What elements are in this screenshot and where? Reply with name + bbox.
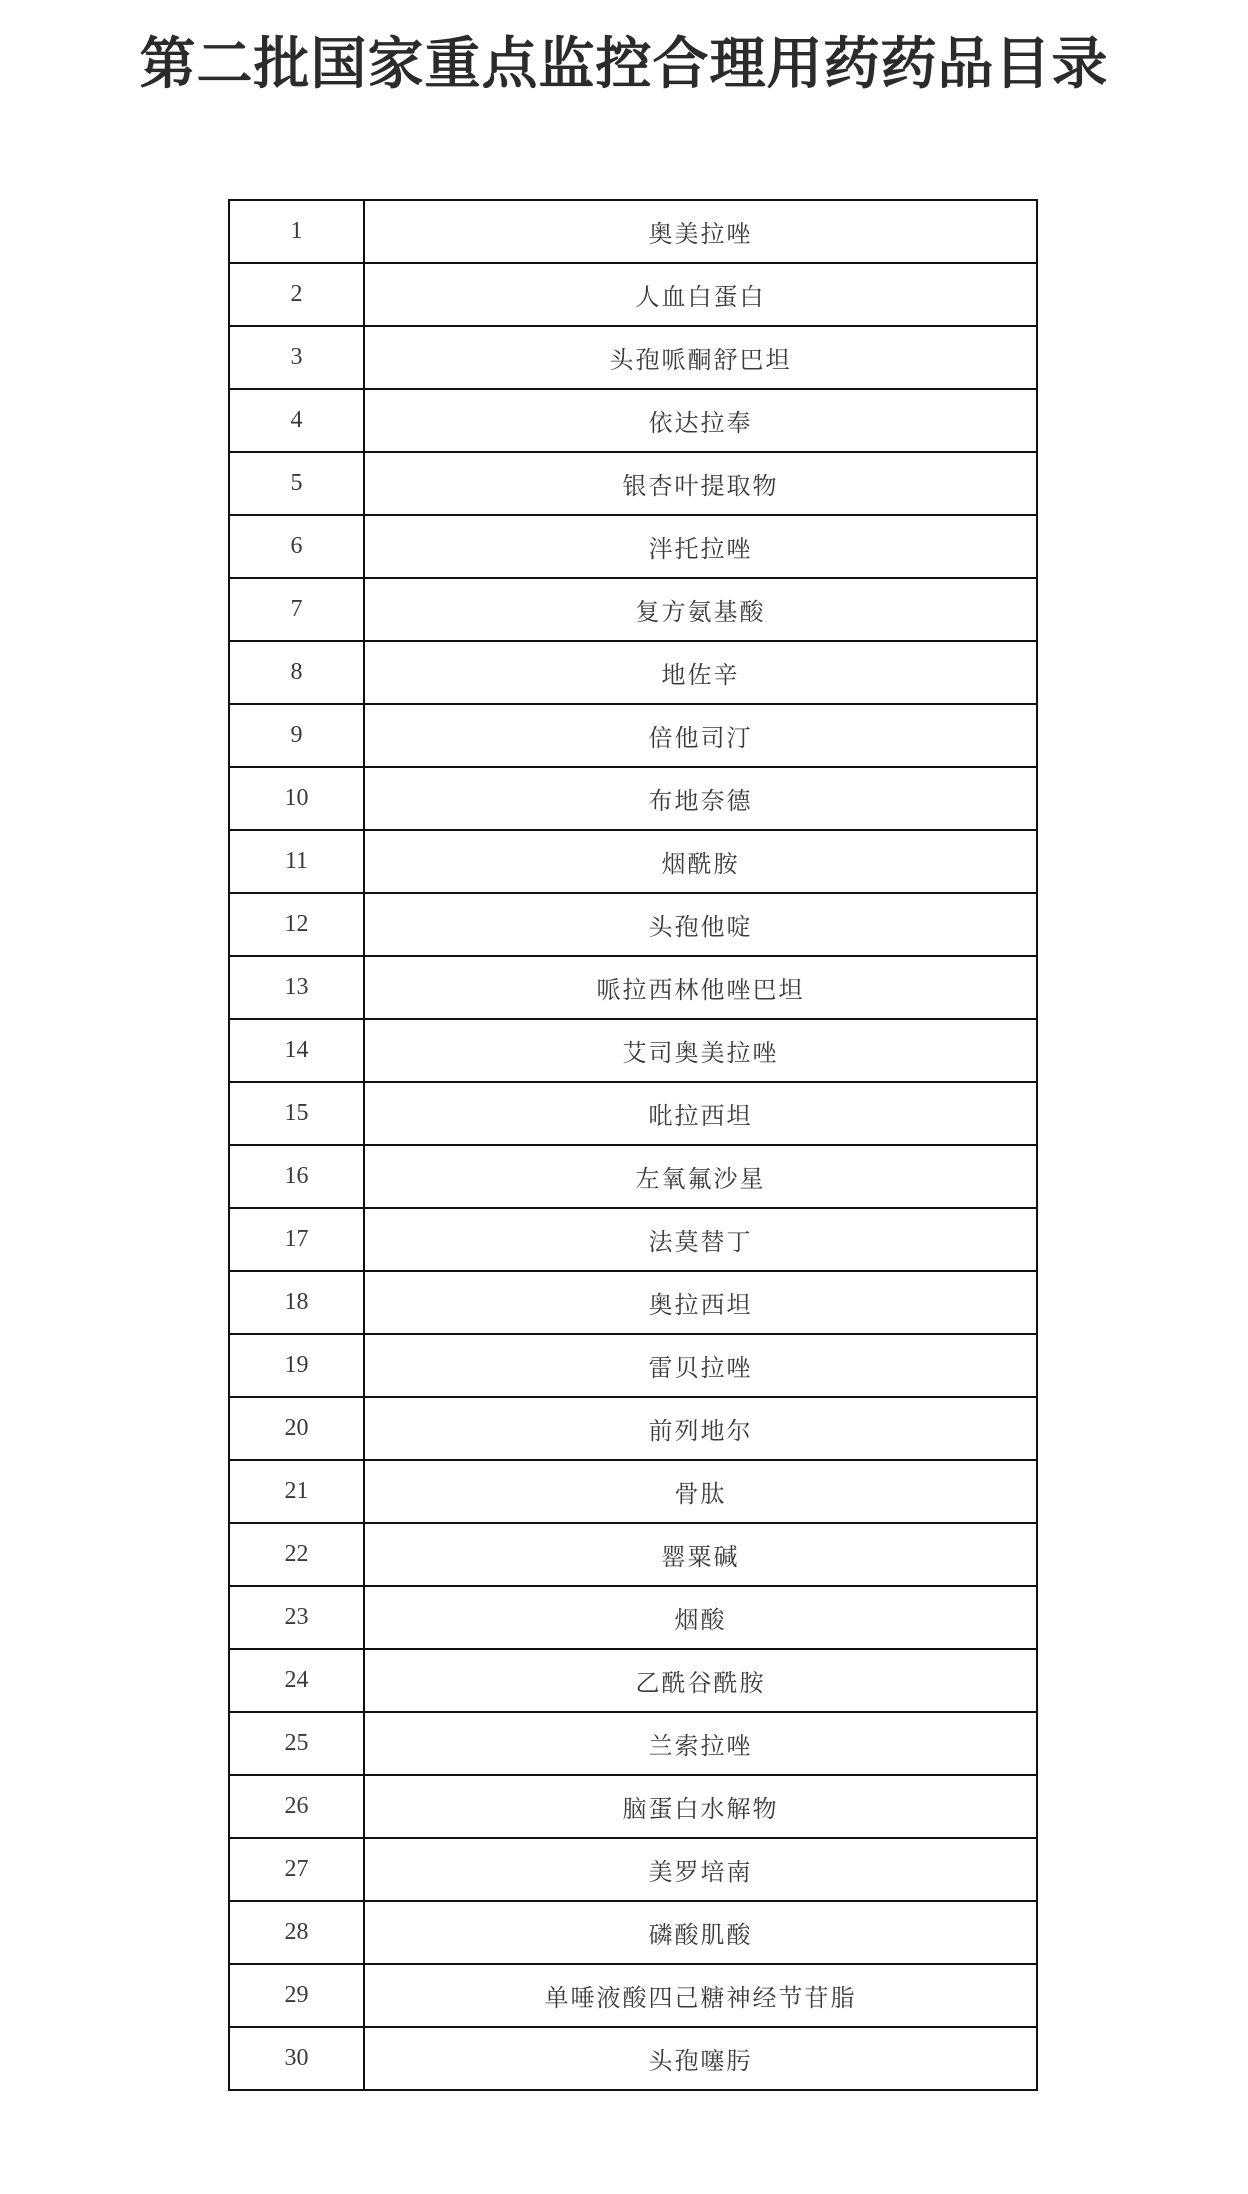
table-row: [229, 200, 1037, 263]
row-number-cell: 13: [229, 956, 364, 1019]
row-number-cell: 24: [229, 1649, 364, 1712]
table-row: [229, 641, 1037, 704]
row-number-cell: 30: [229, 2027, 364, 2090]
drug-name-cell: 艾司奥美拉唑: [364, 1019, 1037, 1082]
row-number-cell: 1: [229, 200, 364, 263]
drug-name-cell: 雷贝拉唑: [364, 1334, 1037, 1397]
row-number-cell: 19: [229, 1334, 364, 1397]
row-number-cell: 6: [229, 515, 364, 578]
table-row: [229, 1334, 1037, 1397]
row-number-cell: 25: [229, 1712, 364, 1775]
drug-name-cell: 左氧氟沙星: [364, 1145, 1037, 1208]
table-row: [229, 893, 1037, 956]
drug-name-cell: 头孢他啶: [364, 893, 1037, 956]
row-number-cell: 7: [229, 578, 364, 641]
table-row: [229, 1838, 1037, 1901]
row-number-cell: 9: [229, 704, 364, 767]
row-number-cell: 18: [229, 1271, 364, 1334]
table-row: [229, 1208, 1037, 1271]
row-number-cell: 11: [229, 830, 364, 893]
row-number-cell: 26: [229, 1775, 364, 1838]
table-row: [229, 1586, 1037, 1649]
table-row: [229, 830, 1037, 893]
table-row: [229, 1523, 1037, 1586]
row-number-cell: 28: [229, 1901, 364, 1964]
table-row: [229, 263, 1037, 326]
drug-name-cell: 复方氨基酸: [364, 578, 1037, 641]
drug-list-table: [228, 199, 1038, 2091]
drug-name-cell: 人血白蛋白: [364, 263, 1037, 326]
row-number-cell: 27: [229, 1838, 364, 1901]
table-row: [229, 704, 1037, 767]
drug-name-cell: 泮托拉唑: [364, 515, 1037, 578]
table-row: [229, 2027, 1037, 2090]
drug-name-cell: 乙酰谷酰胺: [364, 1649, 1037, 1712]
table-row: [229, 1397, 1037, 1460]
table-row: [229, 515, 1037, 578]
drug-name-cell: 地佐辛: [364, 641, 1037, 704]
table-row: [229, 452, 1037, 515]
drug-name-cell: 烟酰胺: [364, 830, 1037, 893]
row-number-cell: 23: [229, 1586, 364, 1649]
table-row: [229, 1649, 1037, 1712]
drug-name-cell: 布地奈德: [364, 767, 1037, 830]
row-number-cell: 2: [229, 263, 364, 326]
table-row: [229, 956, 1037, 1019]
drug-name-cell: 哌拉西林他唑巴坦: [364, 956, 1037, 1019]
drug-name-cell: 兰索拉唑: [364, 1712, 1037, 1775]
table-row: [229, 1964, 1037, 2027]
row-number-cell: 3: [229, 326, 364, 389]
table-row: [229, 767, 1037, 830]
row-number-cell: 10: [229, 767, 364, 830]
drug-name-cell: 磷酸肌酸: [364, 1901, 1037, 1964]
table-row: [229, 1271, 1037, 1334]
drug-name-cell: 骨肽: [364, 1460, 1037, 1523]
table-row: [229, 326, 1037, 389]
row-number-cell: 15: [229, 1082, 364, 1145]
row-number-cell: 5: [229, 452, 364, 515]
table-row: [229, 578, 1037, 641]
row-number-cell: 17: [229, 1208, 364, 1271]
drug-name-cell: 吡拉西坦: [364, 1082, 1037, 1145]
drug-name-cell: 罂粟碱: [364, 1523, 1037, 1586]
table-row: [229, 1019, 1037, 1082]
row-number-cell: 4: [229, 389, 364, 452]
table-row: [229, 1712, 1037, 1775]
drug-name-cell: 奥拉西坦: [364, 1271, 1037, 1334]
row-number-cell: 14: [229, 1019, 364, 1082]
table-row: [229, 1145, 1037, 1208]
drug-name-cell: 烟酸: [364, 1586, 1037, 1649]
drug-name-cell: 头孢哌酮舒巴坦: [364, 326, 1037, 389]
drug-name-cell: 奥美拉唑: [364, 200, 1037, 263]
table-row: [229, 1901, 1037, 1964]
drug-name-cell: 美罗培南: [364, 1838, 1037, 1901]
drug-name-cell: 单唾液酸四己糖神经节苷脂: [364, 1964, 1037, 2027]
table-row: [229, 1460, 1037, 1523]
table-body: [229, 200, 1037, 2090]
row-number-cell: 21: [229, 1460, 364, 1523]
drug-name-cell: 倍他司汀: [364, 704, 1037, 767]
drug-name-cell: 脑蛋白水解物: [364, 1775, 1037, 1838]
row-number-cell: 8: [229, 641, 364, 704]
drug-name-cell: 依达拉奉: [364, 389, 1037, 452]
page-title: 第二批国家重点监控合理用药药品目录: [139, 31, 1109, 97]
table-row: [229, 389, 1037, 452]
row-number-cell: 12: [229, 893, 364, 956]
row-number-cell: 29: [229, 1964, 364, 2027]
row-number-cell: 16: [229, 1145, 364, 1208]
row-number-cell: 20: [229, 1397, 364, 1460]
drug-name-cell: 银杏叶提取物: [364, 452, 1037, 515]
drug-name-cell: 前列地尔: [364, 1397, 1037, 1460]
row-number-cell: 22: [229, 1523, 364, 1586]
table-row: [229, 1082, 1037, 1145]
table-row: [229, 1775, 1037, 1838]
drug-name-cell: 头孢噻肟: [364, 2027, 1037, 2090]
drug-name-cell: 法莫替丁: [364, 1208, 1037, 1271]
